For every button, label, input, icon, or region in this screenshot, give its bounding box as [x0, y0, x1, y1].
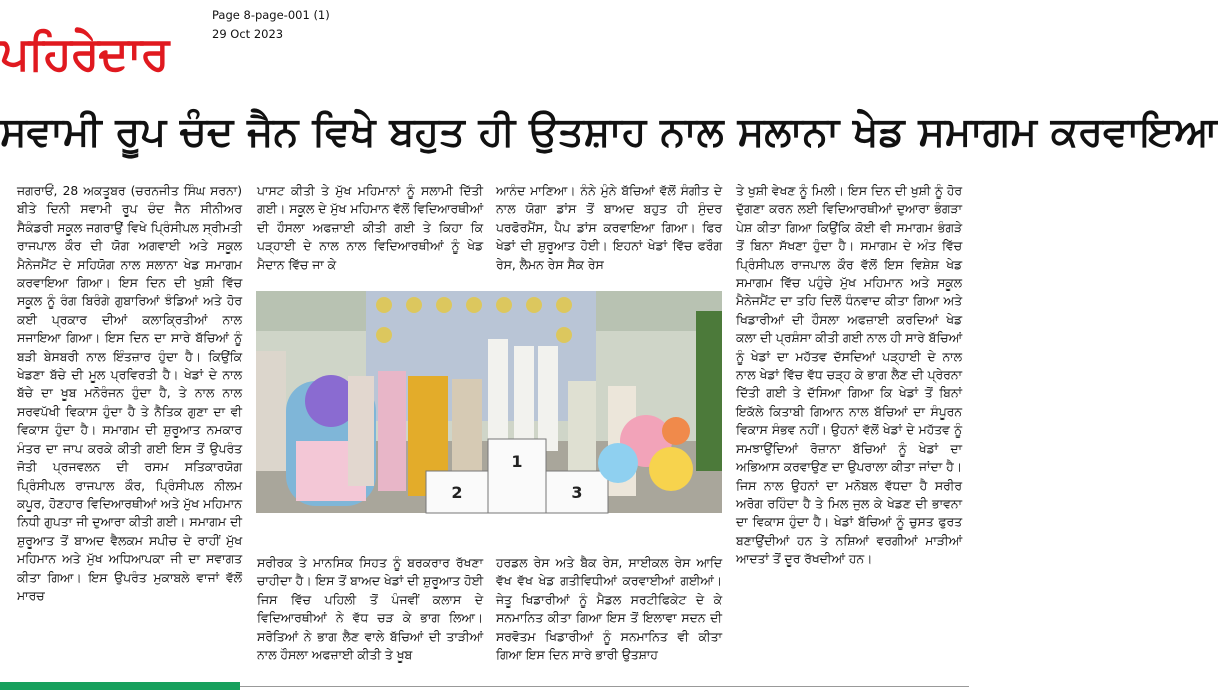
students [488, 339, 558, 451]
page-label: Page 8-page-001 (1) [212, 8, 330, 22]
podium-label-2: 2 [451, 483, 463, 502]
article-column-3-top [496, 182, 722, 290]
page-meta [212, 6, 330, 44]
page-date: 29 Oct 2023 [212, 27, 284, 41]
column-3-top-text: ਆਨੰਦ ਮਾਣਿਆ। ਨੰਨੇ ਮੁੰਨੇ ਬੱਚਿਆਂ ਵੱਲੋਂ ਸੰਗੀਤ ਦੇ ਨਾਲ ਯੋਗਾ ਡਾਂਸ ਤੋਂ ਬਾਅਦ ਬਹੁਤ ਹੀ ਸੁੰਦਰ ਪਰਫੋਰਮੈਂਸ, ਪੈਪ ਡਾਂਸ ਕਰਵਾਇਆ ਗਿਆ। ਫਿਰ ਖੇਡਾਂ ਦੀ ਸ਼ੁਰੂਆਤ ਹੋਈ। ਇਹਨਾਂ ਖੇਡਾਂ ਵਿੱਚ ਫਰੌਗ ਰੇਸ, ਲੈਮਨ ਰੇਸ ਸੈਕ ਰੇਸ [496, 184, 722, 272]
article-column-1 [17, 182, 242, 680]
event-photo [256, 291, 722, 513]
article-column-3-bottom [496, 554, 722, 682]
event-photo-illustration [256, 291, 722, 513]
headline: ਸਵਾਮੀ ਰੂਪ ਚੰਦ ਜੈਨ ਵਿਖੇ ਬਹੁਤ ਹੀ ਉਤਸ਼ਾਹ ਨਾਲ ਸਲਾਨਾ ਖੇਡ ਸਮਾਗਮ ਕਰਵਾਇਆ [0, 109, 1218, 155]
bottom-color-strip [0, 682, 240, 690]
podium-label-1: 1 [511, 452, 523, 471]
article-column-4 [736, 182, 962, 682]
article-column-2-bottom [257, 554, 483, 682]
masthead-logo: ਪਹਿਰੇਦਾਰ [0, 26, 169, 80]
column-2-bottom-text: ਸਰੀਰਕ ਤੇ ਮਾਨਸਿਕ ਸਿਹਤ ਨੂੰ ਬਰਕਰਾਰ ਰੱਖਣਾ ਚਾਹੀਦਾ ਹੈ। ਇਸ ਤੋਂ ਬਾਅਦ ਖੇਡਾਂ ਦੀ ਸ਼ੁਰੂਆਤ ਹੋਈ ਜਿਸ ਵਿੱਚ ਪਹਿਲੀ ਤੋਂ ਪੰਜਵੀਂ ਕਲਾਸ ਦੇ ਵਿਦਿਆਰਥੀਆਂ ਨੇ ਵੱਧ ਚੜ ਕੇ ਭਾਗ ਲਿਆ। ਸਰੋਤਿਆਂ ਨੇ ਭਾਗ ਲੈਣ ਵਾਲੇ ਬੱਚਿਆਂ ਦੀ ਤਾੜੀਆਂ ਨਾਲ ਹੌਸਲਾ ਅਫਜ਼ਾਈ ਕੀਤੀ ਤੇ ਖੂਬ [257, 556, 483, 663]
podium-label-3: 3 [571, 483, 583, 502]
column-4-text: ਤੇ ਖੁਸ਼ੀ ਵੇਖਣ ਨੂੰ ਮਿਲੀ। ਇਸ ਦਿਨ ਦੀ ਖੁਸ਼ੀ ਨੂੰ ਹੋਰ ਦੁੱਗਣਾ ਕਰਨ ਲਈ ਵਿਦਿਆਰਥੀਆਂ ਦੁਆਰਾ ਭੰਗੜਾ ਪੇਸ਼ ਕੀਤਾ ਗਿਆ ਕਿਉਂਕਿ ਕੋਈ ਵੀ ਸਮਾਗਮ ਭੰਗੜੇ ਤੋਂ ਬਿਨਾ ਸੱਖਣਾ ਹੁੰਦਾ ਹੈ। ਸਮਾਗਮ ਦੇ ਅੰਤ ਵਿੱਚ ਪ੍ਰਿੰਸੀਪਲ ਰਾਜਪਾਲ ਕੌਰ ਵੱਲੋਂ ਇਸ ਵਿਸ਼ੇਸ਼ ਖੇਡ ਸਮਾਗਮ ਵਿੱਚ ਪਹੁੰਚੇ ਮੁੱਖ ਮਹਿਮਾਨ ਅਤੇ ਸਕੂਲ ਮੈਨੇਜਮੈਂਟ ਦਾ ਤਹਿ ਦਿਲੋਂ ਧੰਨਵਾਦ ਕੀਤਾ ਗਿਆ ਅਤੇ ਖਿਡਾਰੀਆਂ ਦੀ ਹੌਸਲਾ ਅਫਜ਼ਾਈ ਕਰਦਿਆਂ ਖੇਡ ਕਲਾ ਦੀ ਪ੍ਰਸ਼ੰਸਾ ਕੀਤੀ ਗਈ ਨਾਲ ਹੀ ਸਾਰੇ ਬੱਚਿਆਂ ਨੂੰ ਖੇਡਾਂ ਦਾ ਮਹੱਤਵ ਦੱਸਦਿਆਂ ਪੜ੍ਹਾਈ ਦੇ ਨਾਲ ਨਾਲ ਖੇਡਾਂ ਵਿੱਚ ਵੱਧ ਚੜ੍ਹ ਕੇ ਭਾਗ ਲੈਣ ਦੀ ਪ੍ਰੇਰਨਾ ਦਿੱਤੀ ਗਈ ਤੇ ਦੱਸਿਆ ਗਿਆ ਕਿ ਖੇਡਾਂ ਤੋਂ ਬਿਨਾਂ ਇਕੱਲੇ ਕਿਤਾਬੀ ਗਿਆਨ ਨਾਲ ਬੱਚਿਆਂ ਦਾ ਸੰਪੂਰਨ ਵਿਕਾਸ ਸੰਭਵ ਨਹੀਂ। ਉਹਨਾਂ ਵੱਲੋਂ ਖੇਡਾਂ ਦੇ ਮਹੱਤਵ ਨੂੰ ਸਮਝਾਉਂਦਿਆਂ ਰੋਜ਼ਾਨਾ ਬੱਚਿਆਂ ਨੂੰ ਖੇਡਾਂ ਦਾ ਅਭਿਆਸ ਕਰਵਾਉਣ ਦਾ ਉਪਰਾਲਾ ਕੀਤਾ ਜਾਂਦਾ ਹੈ। ਜਿਸ ਨਾਲ ਉਹਨਾਂ ਦਾ ਮਨੋਬਲ ਵੱਧਦਾ ਹੈ ਸਰੀਰ ਅਰੋਗ ਰਹਿੰਦਾ ਹੈ ਤੇ ਮਿਲ ਜੁਲ ਕੇ ਖੇਡਣ ਦੀ ਭਾਵਨਾ ਦਾ ਵਿਕਾਸ ਹੁੰਦਾ ਹੈ। ਖੇਡਾਂ ਬੱਚਿਆਂ ਨੂੰ ਚੁਸਤ ਫੁਰਤ ਬਣਾਉਂਦੀਆਂ ਹਨ ਤੇ ਨਸ਼ਿਆਂ ਵਰਗੀਆਂ ਮਾੜੀਆਂ ਆਦਤਾਂ ਤੋਂ ਦੂਰ ਰੱਖਦੀਆਂ ਹਨ। [736, 184, 962, 567]
column-2-top-text: ਪਾਸਟ ਕੀਤੀ ਤੇ ਮੁੱਖ ਮਹਿਮਾਨਾਂ ਨੂੰ ਸਲਾਮੀ ਦਿੱਤੀ ਗਈ। ਸਕੂਲ ਦੇ ਮੁੱਖ ਮਹਿਮਾਨ ਵੱਲੋਂ ਵਿਦਿਆਰਥੀਆਂ ਦੀ ਹੌਸਲਾ ਅਫਜ਼ਾਈ ਕੀਤੀ ਗਈ ਤੇ ਕਿਹਾ ਕਿ ਪੜ੍ਹਾਈ ਦੇ ਨਾਲ ਨਾਲ ਵਿਦਿਆਰਥੀਆਂ ਨੂੰ ਖੇਡ ਮੈਦਾਨ ਵਿੱਚ ਜਾ ਕੇ [257, 184, 483, 272]
bottom-divider [240, 686, 969, 687]
column-1-text: ਜਗਰਾਓਂ, 28 ਅਕਤੂਬਰ (ਚਰਨਜੀਤ ਸਿੰਘ ਸਰਨਾ) ਬੀਤੇ ਦਿਨੀ ਸਵਾਮੀ ਰੂਪ ਚੰਦ ਜੈਨ ਸੀਨੀਅਰ ਸੈਕੰਡਰੀ ਸਕੂਲ ਜਗਰਾਉਂ ਵਿਖੇ ਪ੍ਰਿੰਸੀਪਲ ਸ੍ਰੀਮਤੀ ਰਾਜਪਾਲ ਕੌਰ ਦੀ ਯੋਗ ਅਗਵਾਈ ਅਤੇ ਸਕੂਲ ਮੈਨੇਜਮੈਂਟ ਦੇ ਸਹਿਯੋਗ ਨਾਲ ਸਲਾਨਾ ਖੇਡ ਸਮਾਗਮ ਕਰਵਾਇਆ ਗਿਆ। ਇਸ ਦਿਨ ਦੀ ਖੁਸ਼ੀ ਵਿੱਚ ਸਕੂਲ ਨੂੰ ਰੰਗ ਬਿਰੰਗੇ ਗੁਬਾਰਿਆਂ ਝੰਡਿਆਂ ਅਤੇ ਹੋਰ ਕਈ ਪ੍ਰਕਾਰ ਦੀਆਂ ਕਲਾਕ੍ਰਿਤੀਆਂ ਨਾਲ ਸਜਾਇਆ ਗਿਆ। ਇਸ ਦਿਨ ਦਾ ਸਾਰੇ ਬੱਚਿਆਂ ਨੂੰ ਬੜੀ ਬੇਸਬਰੀ ਨਾਲ ਇੰਤਜ਼ਾਰ ਹੁੰਦਾ ਹੈ। ਕਿਉਂਕਿ ਖੇਡਣਾ ਬੱਚੇ ਦੀ ਮੂਲ ਪ੍ਰਵਿਰਤੀ ਹੈ। ਖੇਡਾਂ ਦੇ ਨਾਲ ਬੱਚੇ ਦਾ ਖੂਬ ਮਨੋਰੰਜਨ ਹੁੰਦਾ ਹੈ, ਤੇ ਨਾਲ ਨਾਲ ਸਰਵਪੱਖੀ ਵਿਕਾਸ ਹੁੰਦਾ ਹੈ ਤੇ ਨੈਤਿਕ ਗੁਣਾ ਦਾ ਵੀ ਵਿਕਾਸ ਹੁੰਦਾ ਹੈ। ਸਮਾਗਮ ਦੀ ਸ਼ੁਰੂਆਤ ਨਮਕਾਰ ਮੰਤਰ ਦਾ ਜਾਪ ਕਰਕੇ ਕੀਤੀ ਗਈ ਇਸ ਤੋਂ ਉਪਰੰਤ ਜੋਤੀ ਪ੍ਰਜਵਲਨ ਦੀ ਰਸਮ ਸਤਿਕਾਰਯੋਗ ਪ੍ਰਿੰਸੀਪਲ ਰਾਜਪਾਲ ਕੌਰ, ਪ੍ਰਿੰਸੀਪਲ ਨੀਲਮ ਕਪੂਰ, ਹੋਣਹਾਰ ਵਿਦਿਆਰਥੀਆਂ ਅਤੇ ਮੁੱਖ ਮਹਿਮਾਨ ਨਿਧੀ ਗੁਪਤਾ ਜੀ ਦੁਆਰਾ ਕੀਤੀ ਗਈ। ਸਮਾਗਮ ਦੀ ਸ਼ੁਰੂਆਤ ਤੋਂ ਬਾਅਦ ਵੈਲਕਮ ਸਪੀਚ ਦੇ ਰਾਹੀਂ ਮੁੱਖ ਮਹਿਮਾਨ ਅਤੇ ਮੁੱਖ ਅਧਿਆਪਕਾ ਜੀ ਦਾ ਸਵਾਗਤ ਕੀਤਾ ਗਿਆ। ਇਸ ਉਪਰੰਤ ਮੁਕਾਬਲੇ ਵਾਜਾਂ ਵੱਲੋਂ ਮਾਰਚ [17, 184, 242, 603]
column-3-bottom-text: ਹਰਡਲ ਰੇਸ ਅਤੇ ਬੈਕ ਰੇਸ, ਸਾਈਕਲ ਰੇਸ ਆਦਿ ਵੱਖ ਵੱਖ ਖੇਡ ਗਤੀਵਿਧੀਆਂ ਕਰਵਾਈਆਂ ਗਈਆਂ। ਜੇਤੂ ਖਿਡਾਰੀਆਂ ਨੂੰ ਮੈਡਲ ਸਰਟੀਫਿਕੇਟ ਦੇ ਕੇ ਸਨਮਾਨਿਤ ਕੀਤਾ ਗਿਆ ਇਸ ਤੋਂ ਇਲਾਵਾ ਸਦਨ ਦੀ ਸਰਵੋਤਮ ਖਿਡਾਰੀਆਂ ਨੂੰ ਸਨਮਾਨਿਤ ਵੀ ਕੀਤਾ ਗਿਆ ਇਸ ਦਿਨ ਸਾਰੇ ਭਾਰੀ ਉਤਸ਼ਾਹ [496, 556, 722, 663]
article-column-2-top [257, 182, 483, 290]
